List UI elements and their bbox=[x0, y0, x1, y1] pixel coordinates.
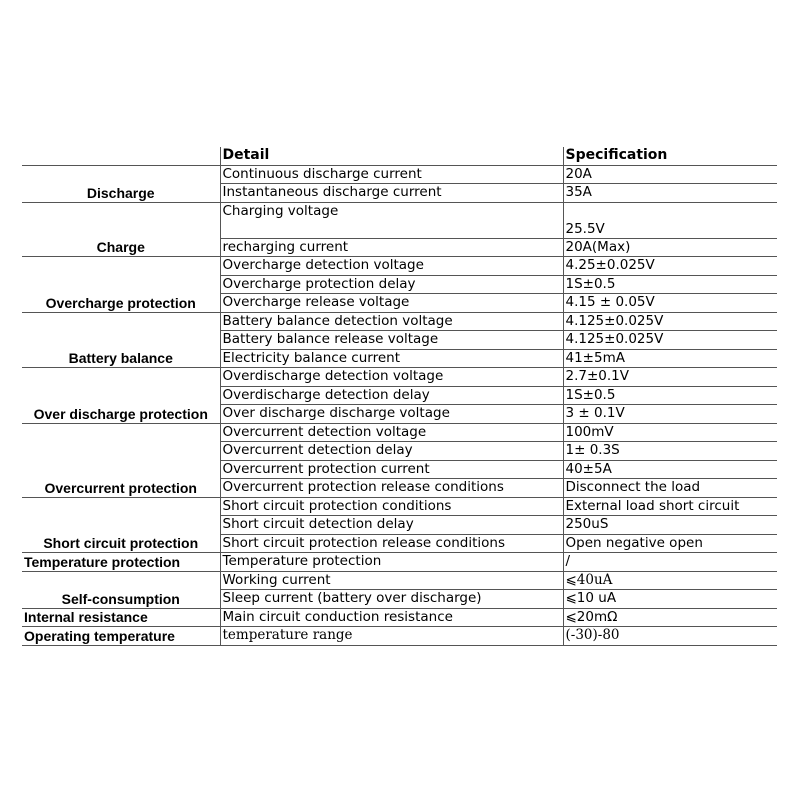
spec-cell: 4.25±0.025V bbox=[563, 257, 777, 276]
spec-cell: External load short circuit bbox=[563, 497, 777, 516]
category-charge: Charge bbox=[22, 202, 220, 257]
header-specification: Specification bbox=[563, 147, 777, 165]
spec-cell: 25.5V bbox=[563, 202, 777, 238]
table-row bbox=[22, 202, 777, 238]
category-over-discharge-protection: Over discharge protection bbox=[22, 368, 220, 424]
table-row bbox=[22, 608, 777, 627]
spec-cell: 100mV bbox=[563, 423, 777, 442]
category-discharge: Discharge bbox=[22, 165, 220, 202]
spec-cell: 250uS bbox=[563, 516, 777, 535]
detail-cell: Electricity balance current bbox=[220, 349, 563, 368]
category-overcharge-protection: Overcharge protection bbox=[22, 257, 220, 313]
specification-table bbox=[22, 147, 777, 646]
detail-cell: Working current bbox=[220, 571, 563, 590]
detail-cell: Overcharge release voltage bbox=[220, 294, 563, 313]
table-row bbox=[22, 553, 777, 572]
spec-cell: ⩽40uA bbox=[563, 571, 777, 590]
detail-cell: Over discharge discharge voltage bbox=[220, 405, 563, 424]
detail-cell: Battery balance release voltage bbox=[220, 331, 563, 350]
spec-cell: 35A bbox=[563, 184, 777, 203]
spec-cell: 2.7±0.1V bbox=[563, 368, 777, 387]
detail-cell: Overcurrent protection current bbox=[220, 460, 563, 479]
detail-cell: Continuous discharge current bbox=[220, 165, 563, 184]
detail-cell: Overcurrent detection voltage bbox=[220, 423, 563, 442]
detail-cell: Short circuit protection conditions bbox=[220, 497, 563, 516]
detail-cell: recharging current bbox=[220, 238, 563, 257]
spec-cell: 1S±0.5 bbox=[563, 275, 777, 294]
table-row bbox=[22, 165, 777, 184]
spec-cell: Open negative open bbox=[563, 534, 777, 553]
detail-cell: Short circuit protection release conditions bbox=[220, 534, 563, 553]
detail-cell: Short circuit detection delay bbox=[220, 516, 563, 535]
detail-cell: Temperature protection bbox=[220, 553, 563, 572]
table-row bbox=[22, 497, 777, 516]
detail-cell: Overcurrent protection release conditions bbox=[220, 479, 563, 498]
detail-cell: Overcharge detection voltage bbox=[220, 257, 563, 276]
spec-cell: ⩽20mΩ bbox=[563, 608, 777, 627]
detail-cell: Overcurrent detection delay bbox=[220, 442, 563, 461]
category-operating-temperature: Operating temperature bbox=[22, 627, 220, 646]
category-short-circuit-protection: Short circuit protection bbox=[22, 497, 220, 553]
spec-cell: 20A bbox=[563, 165, 777, 184]
category-temperature-protection: Temperature protection bbox=[22, 553, 220, 572]
spec-cell: 4.15 ± 0.05V bbox=[563, 294, 777, 313]
header-category bbox=[22, 147, 220, 165]
spec-cell: 4.125±0.025V bbox=[563, 312, 777, 331]
spec-cell: 1S±0.5 bbox=[563, 386, 777, 405]
category-self-consumption: Self-consumption bbox=[22, 571, 220, 608]
spec-cell: 4.125±0.025V bbox=[563, 331, 777, 350]
category-internal-resistance: Internal resistance bbox=[22, 608, 220, 627]
detail-cell: Overcharge protection delay bbox=[220, 275, 563, 294]
spec-cell: / bbox=[563, 553, 777, 572]
spec-cell: 41±5mA bbox=[563, 349, 777, 368]
spec-cell: Disconnect the load bbox=[563, 479, 777, 498]
spec-cell: 40±5A bbox=[563, 460, 777, 479]
detail-cell: Overdischarge detection delay bbox=[220, 386, 563, 405]
spec-cell: 20A(Max) bbox=[563, 238, 777, 257]
detail-cell: Main circuit conduction resistance bbox=[220, 608, 563, 627]
spec-cell: 1± 0.3S bbox=[563, 442, 777, 461]
table-row bbox=[22, 627, 777, 646]
category-battery-balance: Battery balance bbox=[22, 312, 220, 368]
category-overcurrent-protection: Overcurrent protection bbox=[22, 423, 220, 497]
detail-cell: Overdischarge detection voltage bbox=[220, 368, 563, 387]
detail-cell: Instantaneous discharge current bbox=[220, 184, 563, 203]
spec-cell: ⩽10 uA bbox=[563, 590, 777, 609]
table-row bbox=[22, 257, 777, 276]
table-header-row bbox=[22, 147, 777, 165]
spec-cell: (-30)-80 bbox=[563, 627, 777, 646]
detail-cell: Sleep current (battery over discharge) bbox=[220, 590, 563, 609]
detail-cell: Battery balance detection voltage bbox=[220, 312, 563, 331]
spec-cell: 3 ± 0.1V bbox=[563, 405, 777, 424]
table-row bbox=[22, 312, 777, 331]
table-row bbox=[22, 571, 777, 590]
table-row bbox=[22, 368, 777, 387]
detail-cell: temperature range bbox=[220, 627, 563, 646]
table-row bbox=[22, 423, 777, 442]
detail-cell: Charging voltage bbox=[220, 202, 563, 238]
header-detail: Detail bbox=[220, 147, 563, 165]
